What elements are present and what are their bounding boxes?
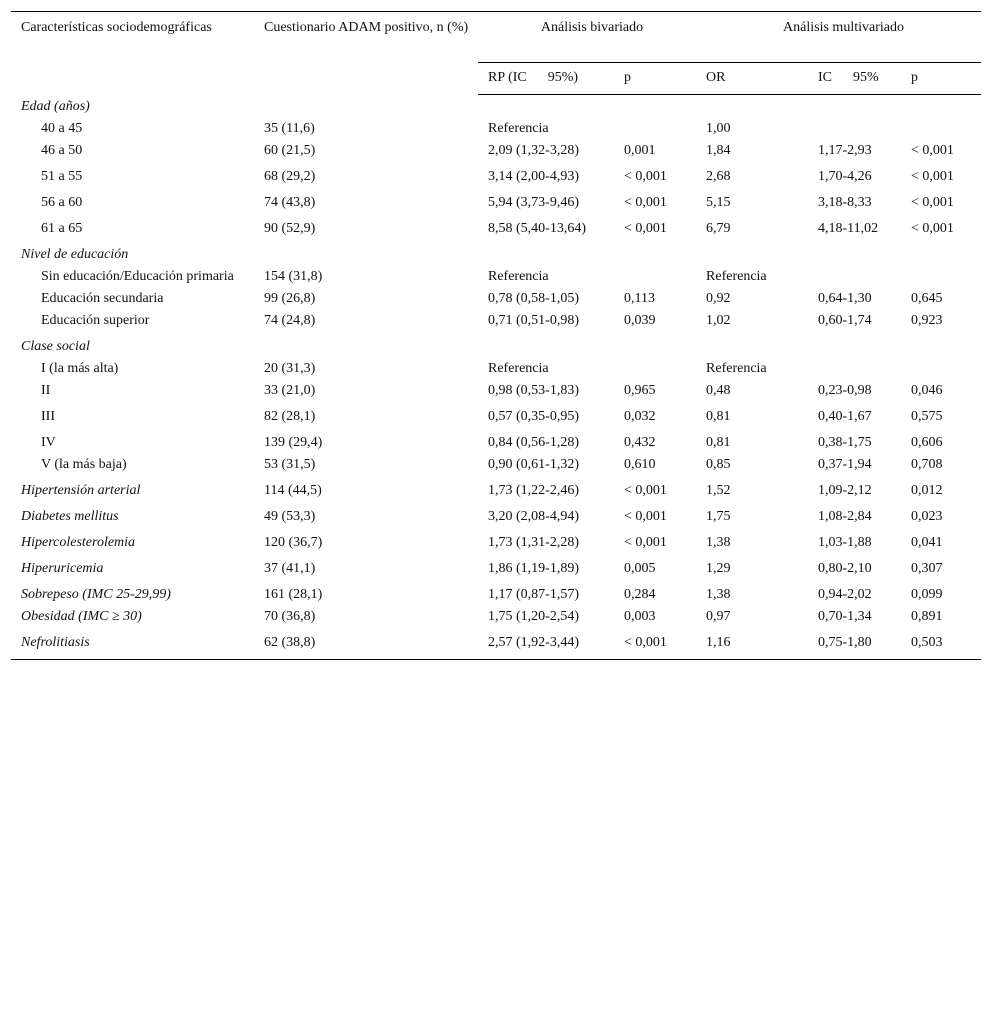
table-row — [11, 583, 981, 605]
cell-n: 114 (44,5) — [264, 483, 322, 498]
table-row — [11, 479, 981, 505]
cell-ic: 0,64-1,30 — [818, 291, 872, 306]
cell-p2 — [901, 265, 981, 287]
row-label: Obesidad (IMC ≥ 30) — [21, 609, 142, 624]
cell-n: 53 (31,5) — [264, 457, 316, 472]
cell-p1: < 0,001 — [624, 509, 667, 524]
cell-p1: 0,039 — [624, 313, 656, 328]
header-or: OR — [696, 63, 808, 95]
cell-ic: 0,23-0,98 — [818, 383, 872, 398]
cell-ic: 0,38-1,75 — [818, 435, 872, 450]
cell-p1: < 0,001 — [614, 631, 696, 660]
cell-rp: 2,57 (1,92-3,44) — [478, 631, 614, 660]
cell-n: 154 (31,8) — [264, 269, 323, 284]
cell-or: 1,29 — [706, 561, 731, 576]
cell-or: Referencia — [706, 361, 767, 376]
cell-ic: 1,09-2,12 — [818, 483, 872, 498]
cell-or: 1,38 — [706, 587, 731, 602]
cell-ic: 4,18-11,02 — [818, 221, 879, 236]
cell-rp: 1,75 (1,20-2,54) — [488, 609, 579, 624]
cell-rp: 1,73 (1,22-2,46) — [488, 483, 579, 498]
cell-ic: 0,80-2,10 — [818, 561, 872, 576]
cell-p2: 0,503 — [901, 631, 981, 660]
cell-n: 60 (21,5) — [264, 143, 316, 158]
group-row-education — [11, 243, 981, 265]
group-label-social-class: Clase social — [21, 339, 90, 354]
table-row — [11, 531, 981, 557]
cell-rp: 8,58 (5,40-13,64) — [488, 221, 586, 236]
cell-ic — [808, 117, 901, 139]
cell-or: 1,38 — [706, 535, 731, 550]
table-row — [11, 357, 981, 379]
cell-p2: 0,575 — [911, 409, 943, 424]
cell-or: 6,79 — [706, 221, 731, 236]
cell-p2: 0,645 — [911, 291, 943, 306]
cell-rp: 1,73 (1,31-2,28) — [488, 535, 579, 550]
cell-p1: 0,284 — [624, 587, 656, 602]
cell-ic: 0,40-1,67 — [818, 409, 872, 424]
table-row — [11, 605, 981, 631]
header-p-multivariate: p — [901, 63, 981, 95]
cell-n: 99 (26,8) — [264, 291, 316, 306]
cell-ic: 0,37-1,94 — [818, 457, 872, 472]
cell-n: 90 (52,9) — [264, 221, 316, 236]
cell-rp: 5,94 (3,73-9,46) — [488, 195, 579, 210]
cell-or: 0,92 — [706, 291, 731, 306]
header-adam-positive: Cuestionario ADAM positivo, n (%) — [254, 12, 478, 95]
row-label: Diabetes mellitus — [21, 509, 119, 524]
cell-n: 161 (28,1) — [264, 587, 323, 602]
cell-ic: 1,03-1,88 — [818, 535, 872, 550]
table-row — [11, 287, 981, 309]
cell-p1: < 0,001 — [624, 483, 667, 498]
cell-rp: 1,17 (0,87-1,57) — [488, 587, 579, 602]
row-label: IV — [41, 435, 56, 450]
cell-p1: 0,001 — [624, 143, 656, 158]
cell-or: 2,68 — [706, 169, 731, 184]
cell-p1: < 0,001 — [624, 169, 667, 184]
group-row-age — [11, 95, 981, 118]
cell-p1: 0,965 — [624, 383, 656, 398]
cell-or: 1,00 — [706, 121, 731, 136]
cell-p1 — [614, 265, 696, 287]
table-row — [11, 265, 981, 287]
cell-or: 0,85 — [706, 457, 731, 472]
cell-n: 49 (53,3) — [264, 509, 316, 524]
cell-rp: 3,20 (2,08-4,94) — [488, 509, 579, 524]
row-label: V (la más baja) — [41, 457, 127, 472]
cell-p2: 0,891 — [911, 609, 943, 624]
row-label: Hipertensión arterial — [21, 483, 141, 498]
table-row — [11, 557, 981, 583]
row-label: Nefrolitiasis — [11, 631, 254, 660]
header-rp-ci: RP (IC 95%) — [478, 63, 614, 95]
cell-rp: 0,90 (0,61-1,32) — [488, 457, 579, 472]
row-label: II — [41, 383, 51, 398]
cell-ic: 1,17-2,93 — [818, 143, 872, 158]
row-label: 46 a 50 — [41, 143, 83, 158]
cell-p1: 0,005 — [624, 561, 656, 576]
cell-p2: < 0,001 — [911, 143, 954, 158]
header-multivariate: Análisis multivariado — [696, 12, 981, 63]
cell-p1: < 0,001 — [624, 221, 667, 236]
row-label: III — [41, 409, 55, 424]
cell-or: 0,81 — [706, 409, 731, 424]
header-bivariate: Análisis bivariado — [478, 12, 696, 63]
cell-n: 139 (29,4) — [264, 435, 323, 450]
table-row — [11, 217, 981, 243]
row-label-text: Sin educación/Educación primaria — [41, 269, 234, 284]
table-row — [11, 165, 981, 191]
cell-or: 5,15 — [706, 195, 731, 210]
cell-p1: 0,610 — [624, 457, 656, 472]
cell-p1: < 0,001 — [624, 535, 667, 550]
cell-p1: 0,432 — [624, 435, 656, 450]
cell-p1: 0,003 — [624, 609, 656, 624]
cell-or: 0,48 — [706, 383, 731, 398]
cell-n: 74 (24,8) — [264, 313, 316, 328]
cell-or: 1,52 — [706, 483, 731, 498]
row-label: I (la más alta) — [41, 361, 119, 376]
row-label: 51 a 55 — [41, 169, 83, 184]
cell-rp: 1,86 (1,19-1,89) — [488, 561, 579, 576]
cell-ic: 0,70-1,34 — [818, 609, 872, 624]
group-label-education: Nivel de educación — [21, 247, 129, 262]
cell-n: 120 (36,7) — [264, 535, 323, 550]
cell-ic: 0,94-2,02 — [818, 587, 872, 602]
cell-p1: 0,113 — [624, 291, 655, 306]
cell-rp: 3,14 (2,00-4,93) — [488, 169, 579, 184]
row-label: Hipercolesterolemia — [21, 535, 136, 550]
header-ci: IC 95% — [808, 63, 901, 95]
cell-p1: 0,032 — [624, 409, 656, 424]
cell-ic: 1,08-2,84 — [818, 509, 872, 524]
cell-n: 74 (43,8) — [264, 195, 316, 210]
table-row — [11, 309, 981, 335]
cell-p2: 0,046 — [911, 383, 943, 398]
row-label: Educación secundaria — [41, 291, 164, 306]
cell-or: 1,16 — [696, 631, 808, 660]
row-label: 56 a 60 — [41, 195, 83, 210]
cell-p2: 0,023 — [911, 509, 943, 524]
cell-p2: 0,012 — [911, 483, 943, 498]
cell-rp: Referencia — [488, 269, 549, 284]
cell-p2: 0,099 — [911, 587, 943, 602]
cell-or: 1,02 — [706, 313, 731, 328]
cell-rp: 0,98 (0,53-1,83) — [488, 383, 579, 398]
row-label: Sobrepeso (IMC 25-29,99) — [21, 587, 171, 602]
cell-rp: Referencia — [488, 361, 549, 376]
cell-rp: 2,09 (1,32-3,28) — [488, 143, 579, 158]
cell-p2 — [901, 357, 981, 379]
table-row — [11, 431, 981, 453]
cell-rp: 0,57 (0,35-0,95) — [488, 409, 579, 424]
cell-p2: < 0,001 — [911, 195, 954, 210]
table-row — [11, 139, 981, 165]
cell-n: 35 (11,6) — [264, 121, 315, 136]
cell-or: 0,97 — [706, 609, 731, 624]
table-row — [11, 117, 981, 139]
row-label: Educación superior — [41, 313, 150, 328]
cell-ic: 0,60-1,74 — [818, 313, 872, 328]
cell-n: 62 (38,8) — [254, 631, 478, 660]
results-table — [11, 11, 981, 660]
row-label: 61 a 65 — [41, 221, 83, 236]
cell-ic — [808, 265, 901, 287]
header-p-bivariate: p — [614, 63, 696, 95]
cell-p2: 0,041 — [911, 535, 943, 550]
table-row — [11, 505, 981, 531]
cell-ic: 1,70-4,26 — [818, 169, 872, 184]
cell-p2: < 0,001 — [911, 221, 954, 236]
cell-p2 — [901, 117, 981, 139]
cell-n: 82 (28,1) — [264, 409, 316, 424]
cell-n: 68 (29,2) — [264, 169, 316, 184]
cell-ic: 0,75-1,80 — [808, 631, 901, 660]
row-label: 40 a 45 — [41, 121, 83, 136]
group-row-social-class — [11, 335, 981, 357]
cell-or: 1,84 — [706, 143, 731, 158]
row-label: Hiperuricemia — [21, 561, 104, 576]
cell-p2: 0,606 — [911, 435, 943, 450]
cell-p2: 0,307 — [911, 561, 943, 576]
cell-or: Referencia — [706, 269, 767, 284]
table-row — [11, 191, 981, 217]
table-row — [11, 379, 981, 405]
cell-p2: < 0,001 — [911, 169, 954, 184]
cell-or: 1,75 — [706, 509, 731, 524]
cell-rp: 0,84 (0,56-1,28) — [488, 435, 579, 450]
cell-n: 37 (41,1) — [264, 561, 316, 576]
cell-rp: 0,78 (0,58-1,05) — [488, 291, 579, 306]
cell-n: 20 (31,3) — [264, 361, 316, 376]
cell-p2: 0,708 — [911, 457, 943, 472]
table-row — [11, 405, 981, 431]
cell-rp: 0,71 (0,51-0,98) — [488, 313, 579, 328]
cell-p1 — [614, 357, 696, 379]
cell-p1 — [614, 117, 696, 139]
cell-or: 0,81 — [706, 435, 731, 450]
table-row — [11, 453, 981, 479]
cell-n: 33 (21,0) — [264, 383, 316, 398]
header-characteristics: Características sociodemográficas — [11, 12, 254, 95]
table-row — [11, 631, 981, 660]
cell-p1: < 0,001 — [624, 195, 667, 210]
cell-ic: 3,18-8,33 — [818, 195, 872, 210]
row-label — [11, 265, 254, 287]
cell-p2: 0,923 — [911, 313, 943, 328]
group-label-age: Edad (años) — [21, 99, 90, 114]
cell-n: 70 (36,8) — [264, 609, 316, 624]
cell-rp: Referencia — [488, 121, 549, 136]
cell-ic — [808, 357, 901, 379]
